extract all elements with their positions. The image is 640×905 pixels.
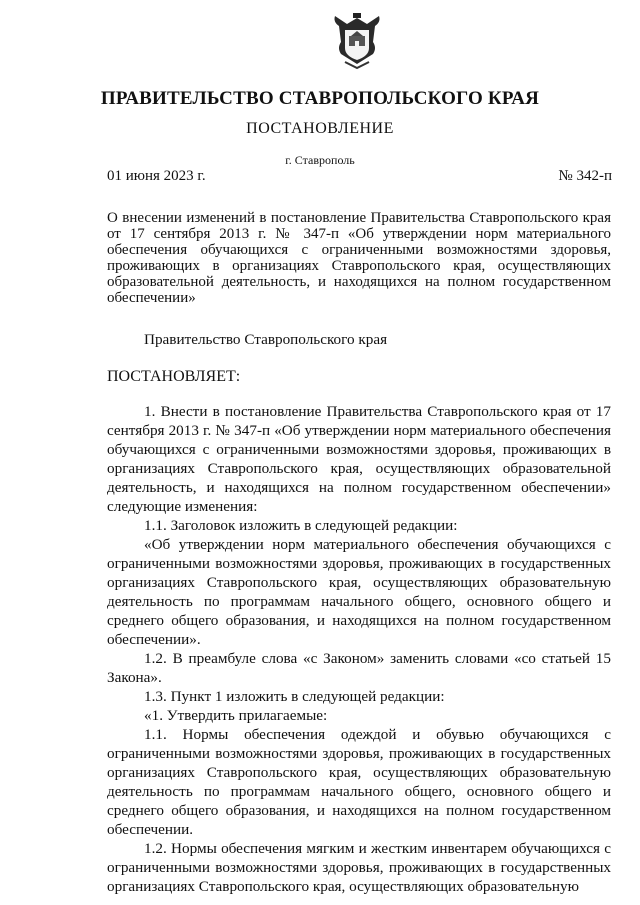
government-name: ПРАВИТЕЛЬСТВО СТАВРОПОЛЬСКОГО КРАЯ	[100, 88, 540, 109]
paragraph: 1. Внести в постановление Правительства Ставропольского края от 17 сентября 2013 г. № 347-п «Об утверждении норм материального обеспечения обучающихся с ограниченными возможностями здоровья, проживающих в организациях Ставропольского края, осуществляющих образовательной деятельность, и находящихся на полном государственном обеспечении» следующие изменения:	[107, 403, 611, 515]
coat-of-arms-icon	[333, 12, 381, 70]
paragraph: 1.2. Нормы обеспечения мягким и жестким инвентарем обучающихся с ограниченными возможностями здоровья, проживающих в государственных организациях Ставропольского края, осуществляющих образовательную	[107, 840, 611, 895]
decree-word: ПОСТАНОВЛЯЕТ:	[107, 368, 241, 385]
intro-line: Правительство Ставропольского края	[144, 331, 388, 348]
document-body	[107, 402, 611, 896]
city: г. Ставрополь	[285, 153, 355, 167]
document-date: 01 июня 2023 г.	[107, 168, 206, 184]
paragraph: 1.3. Пункт 1 изложить в следующей редакции:	[144, 688, 445, 705]
paragraph: 1.1. Нормы обеспечения одеждой и обувью обучающихся с ограниченными возможностями здоровья, проживающих в государственных организациях Ставропольского края, осуществляющих образовательную деятельность по программам начального общего, основного общего и среднего общего образования, и находящихся на полном государственном обеспечении.	[107, 726, 611, 838]
document-type: ПОСТАНОВЛЕНИЕ	[246, 120, 394, 137]
paragraph: «Об утверждении норм материального обеспечения обучающихся с ограниченными возможностями здоровья, проживающих в государственных организациях Ставропольского края, осуществляющих образовательную деятельность по программам начального общего, основного общего и среднего общего образования, и находящихся на полном государственном обеспечении».	[107, 536, 611, 648]
paragraph: 1.2. В преамбуле слова «с Законом» заменить словами «со статьей 15 Закона».	[107, 650, 611, 686]
paragraph: «1. Утвердить прилагаемые:	[144, 707, 328, 724]
document-title: О внесении изменений в постановление Правительства Ставропольского края от 17 сентября 2013 г. № 347-п «Об утверждении норм материального обеспечения обучающихся с ограниченными возможностями здоровья, проживающих в организациях Ставропольского края, осуществляющих образовательной деятельность, и находящихся на полном государственном обеспечении»	[107, 210, 611, 306]
document-number: № 342-п	[558, 168, 612, 184]
paragraph: 1.1. Заголовок изложить в следующей редакции:	[144, 517, 458, 534]
